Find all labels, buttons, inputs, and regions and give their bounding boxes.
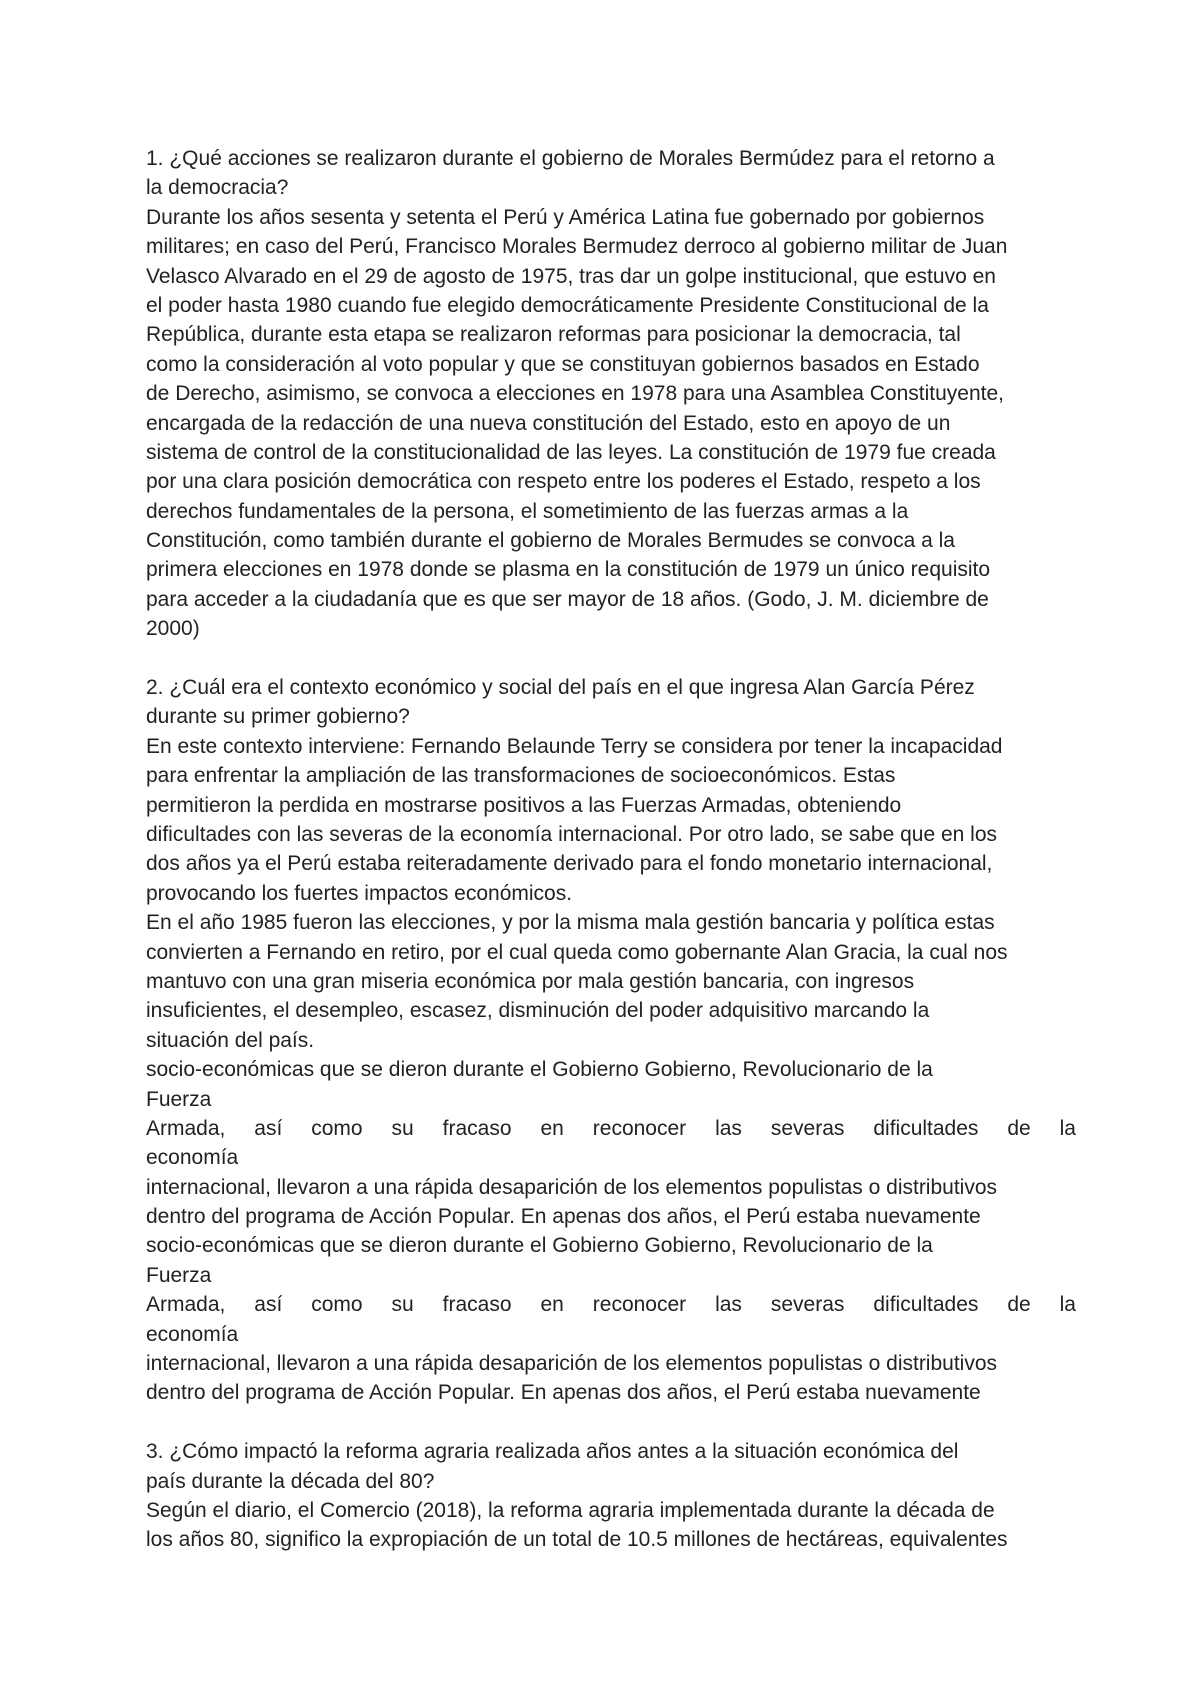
text-line: dentro del programa de Acción Popular. En apenas dos años, el Perú estaba nuevamente (146, 1381, 981, 1405)
text-line: para enfrentar la ampliación de las transformaciones de socioeconómicos. Estas (146, 764, 896, 788)
text-line: provocando los fuertes impactos económicos. (146, 881, 573, 905)
text-line: durante su primer gobierno? (146, 705, 410, 729)
text-line: militares; en caso del Perú, Francisco Morales Bermudez derroco al gobierno militar de Juan (146, 235, 1008, 259)
text-line: como la consideración al voto popular y que se constituyan gobiernos basados en Estado (146, 352, 980, 376)
paragraph-gap (146, 644, 1076, 673)
text-line: socio-económicas que se dieron durante el Gobierno Gobierno, Revolucionario de la (146, 1234, 933, 1258)
text-line: Armada, así como su fracaso en reconocer las severas dificultades de la (146, 1293, 1076, 1317)
text-line: sistema de control de la constitucionalidad de las leyes. La constitución de 1979 fue creada (146, 440, 996, 464)
text-line: economía (146, 1146, 239, 1170)
text-line: Fuerza (146, 1263, 212, 1287)
text-line: Armada, así como su fracaso en reconocer las severas dificultades de la (146, 1116, 1076, 1140)
text-line: mantuvo con una gran miseria económica por mala gestión bancaria, con ingresos (146, 969, 915, 993)
text-line: país durante la década del 80? (146, 1469, 435, 1493)
text-line: primera elecciones en 1978 donde se plasma en la constitución de 1979 un único requisito (146, 558, 991, 582)
text-line: el poder hasta 1980 cuando fue elegido democráticamente Presidente Constitucional de la (146, 293, 989, 317)
text-line: economía (146, 1322, 239, 1346)
text-line: dificultades con las severas de la economía internacional. Por otro lado, se sabe que en los (146, 822, 998, 846)
text-line: la democracia? (146, 176, 289, 200)
text-line: dos años ya el Perú estaba reiteradamente derivado para el fondo monetario internacional, (146, 852, 993, 876)
text-line: los años 80, significo la expropiación de un total de 10.5 millones de hectáreas, equivalentes (146, 1528, 1008, 1552)
text-line: insuficientes, el desempleo, escasez, disminución del poder adquisitivo marcando la (146, 999, 930, 1023)
text-line: permitieron la perdida en mostrarse positivos a las Fuerzas Armadas, obteniendo (146, 793, 902, 817)
text-line: para acceder a la ciudadanía que es que ser mayor de 18 años. (Godo, J. M. diciembre de (146, 587, 989, 611)
text-line: 3. ¿Cómo impactó la reforma agraria realizada años antes a la situación económica del (146, 1440, 959, 1464)
text-line: Durante los años sesenta y setenta el Perú y América Latina fue gobernado por gobiernos (146, 205, 985, 229)
text-line: Constitución, como también durante el gobierno de Morales Bermudes se convoca a la (146, 529, 955, 553)
text-line: situación del país. (146, 1028, 315, 1052)
text-line: Según el diario, el Comercio (2018), la reforma agraria implementada durante la década de (146, 1498, 995, 1522)
text-line: Velasco Alvarado en el 29 de agosto de 1975, tras dar un golpe institucional, que estuvo en (146, 264, 996, 288)
text-line: convierten a Fernando en retiro, por el cual queda como gobernante Alan Gracia, la cual nos (146, 940, 1008, 964)
text-line: internacional, llevaron a una rápida desaparición de los elementos populistas o distributivos (146, 1175, 998, 1199)
text-line: internacional, llevaron a una rápida desaparición de los elementos populistas o distributivos (146, 1352, 998, 1376)
text-line: 2. ¿Cuál era el contexto económico y social del país en el que ingresa Alan García Pérez (146, 676, 975, 700)
text-line: 1. ¿Qué acciones se realizaron durante el gobierno de Morales Bermúdez para el retorno a (146, 147, 995, 170)
text-line: encargada de la redacción de una nueva constitución del Estado, esto en apoyo de un (146, 411, 951, 435)
text-line: En este contexto interviene: Fernando Belaunde Terry se considera por tener la incapacidad (146, 734, 1003, 758)
paragraph-gap (146, 1408, 1076, 1437)
text-line: En el año 1985 fueron las elecciones, y por la misma mala gestión bancaria y política estas (146, 911, 995, 935)
text-line: socio-económicas que se dieron durante el Gobierno Gobierno, Revolucionario de la (146, 1058, 933, 1082)
text-line: de Derecho, asimismo, se convoca a elecciones en 1978 para una Asamblea Constituyente, (146, 382, 1005, 406)
text-line: por una clara posición democrática con respeto entre los poderes el Estado, respeto a los (146, 470, 981, 494)
text-line: dentro del programa de Acción Popular. En apenas dos años, el Perú estaba nuevamente (146, 1205, 981, 1229)
text-line: Fuerza (146, 1087, 212, 1111)
document-body (146, 144, 1076, 1555)
text-line: derechos fundamentales de la persona, el sometimiento de las fuerzas armas a la (146, 499, 909, 523)
text-line: 2000) (146, 617, 200, 641)
text-line: República, durante esta etapa se realizaron reformas para posicionar la democracia, tal (146, 323, 961, 347)
